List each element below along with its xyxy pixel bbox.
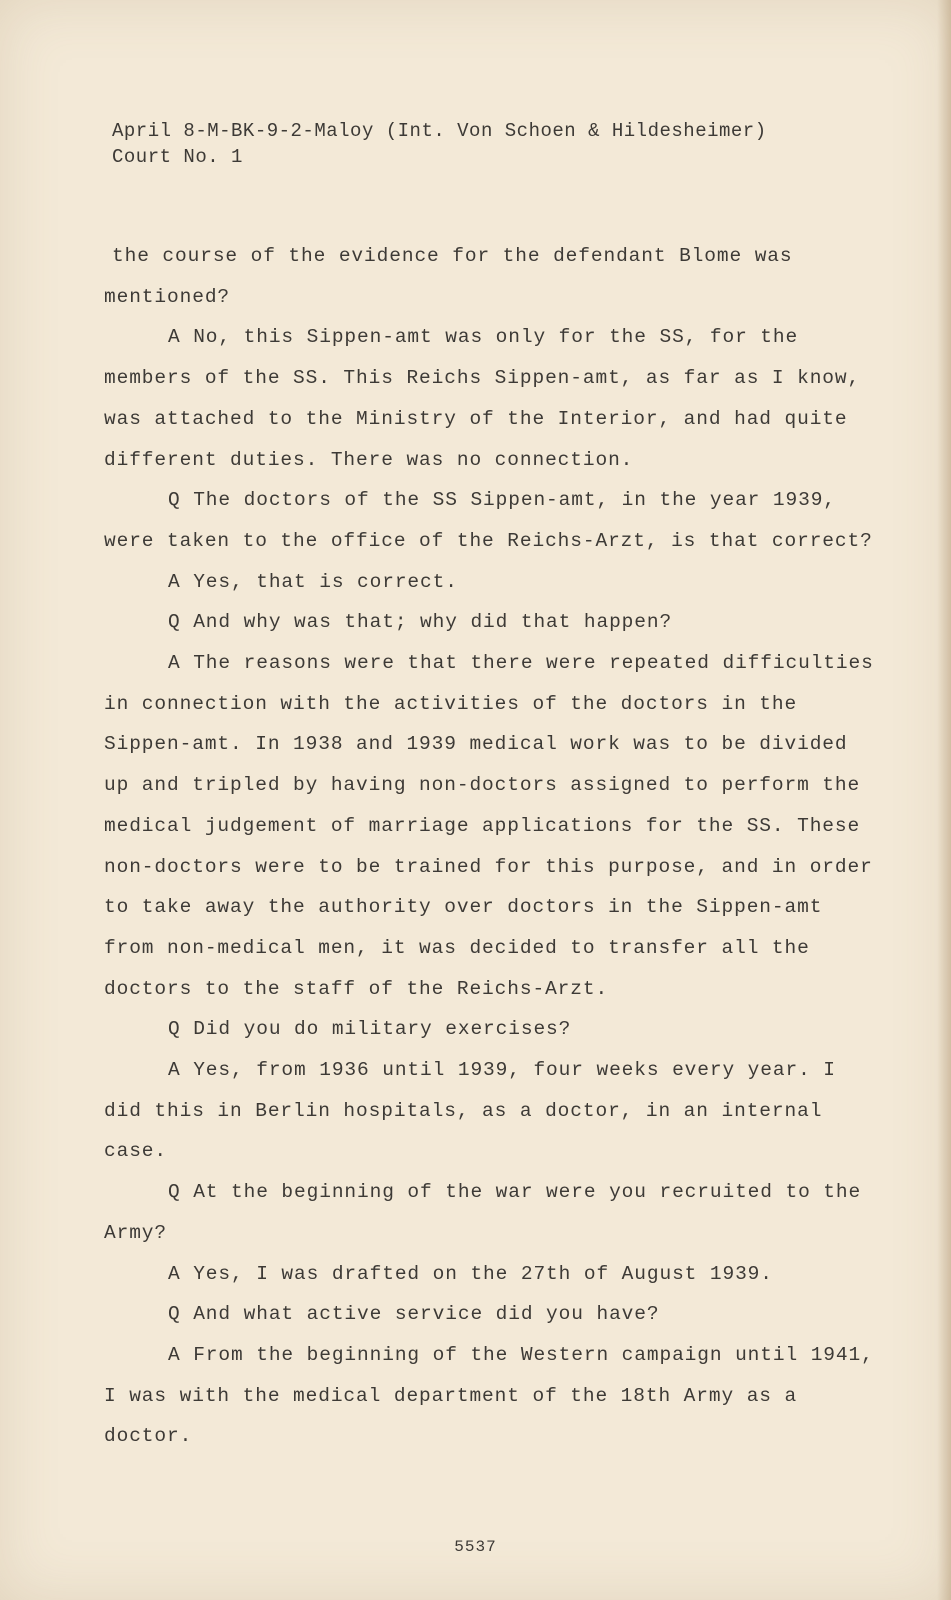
paper-edge-shadow <box>937 0 951 1600</box>
header-line-reference: April 8-M-BK-9-2-Maloy (Int. Von Schoen & Hildesheimer) <box>112 120 767 142</box>
question-paragraph: Q At the beginning of the war were you recruited to the Army? <box>104 1181 862 1244</box>
paragraph-continuation: the course of the evidence for the defendant Blome was mentioned? <box>104 245 793 308</box>
header-line-court: Court No. 1 <box>112 146 243 168</box>
answer-paragraph: A Yes, that is correct. <box>168 570 458 593</box>
question-paragraph: Q Did you do military exercises? <box>168 1018 572 1041</box>
transcript-body <box>104 236 874 1457</box>
answer-paragraph: A Yes, I was drafted on the 27th of August 1939. <box>168 1262 773 1285</box>
question-paragraph: Q And what active service did you have? <box>168 1303 660 1326</box>
answer-paragraph: A From the beginning of the Western campaign until 1941, I was with the medical department of the 18th Army as a doctor. <box>104 1343 874 1448</box>
answer-paragraph: A The reasons were that there were repeated difficulties in connection with the activities of the doctors in the Sippen-amt. In 1938 and 1939 medical work was to be divided up and tripled by having non-doctors assigned to perform the medical judgement of marriage applications for the SS. These non-doctors were to be trained for this purpose, and in order to take away the authority over doctors in the Sippen-amt from non-medical men, it was decided to transfer all the doctors to the staff of the Reichs-Arzt. <box>104 652 874 1000</box>
page-header <box>112 118 767 170</box>
page-number: 5537 <box>454 1538 497 1556</box>
answer-paragraph: A Yes, from 1936 until 1939, four weeks every year. I did this in Berlin hospitals, as a doctor, in an internal case. <box>104 1059 836 1163</box>
question-paragraph: Q The doctors of the SS Sippen-amt, in the year 1939, were taken to the office of the Reichs-Arzt, is that correct? <box>104 489 873 552</box>
question-paragraph: Q And why was that; why did that happen? <box>168 611 673 634</box>
answer-paragraph: A No, this Sippen-amt was only for the SS, for the members of the SS. This Reichs Sippen-amt, as far as I know, was attached to the Ministry of the Interior, and had quite different duties. There was no connection. <box>104 326 861 471</box>
